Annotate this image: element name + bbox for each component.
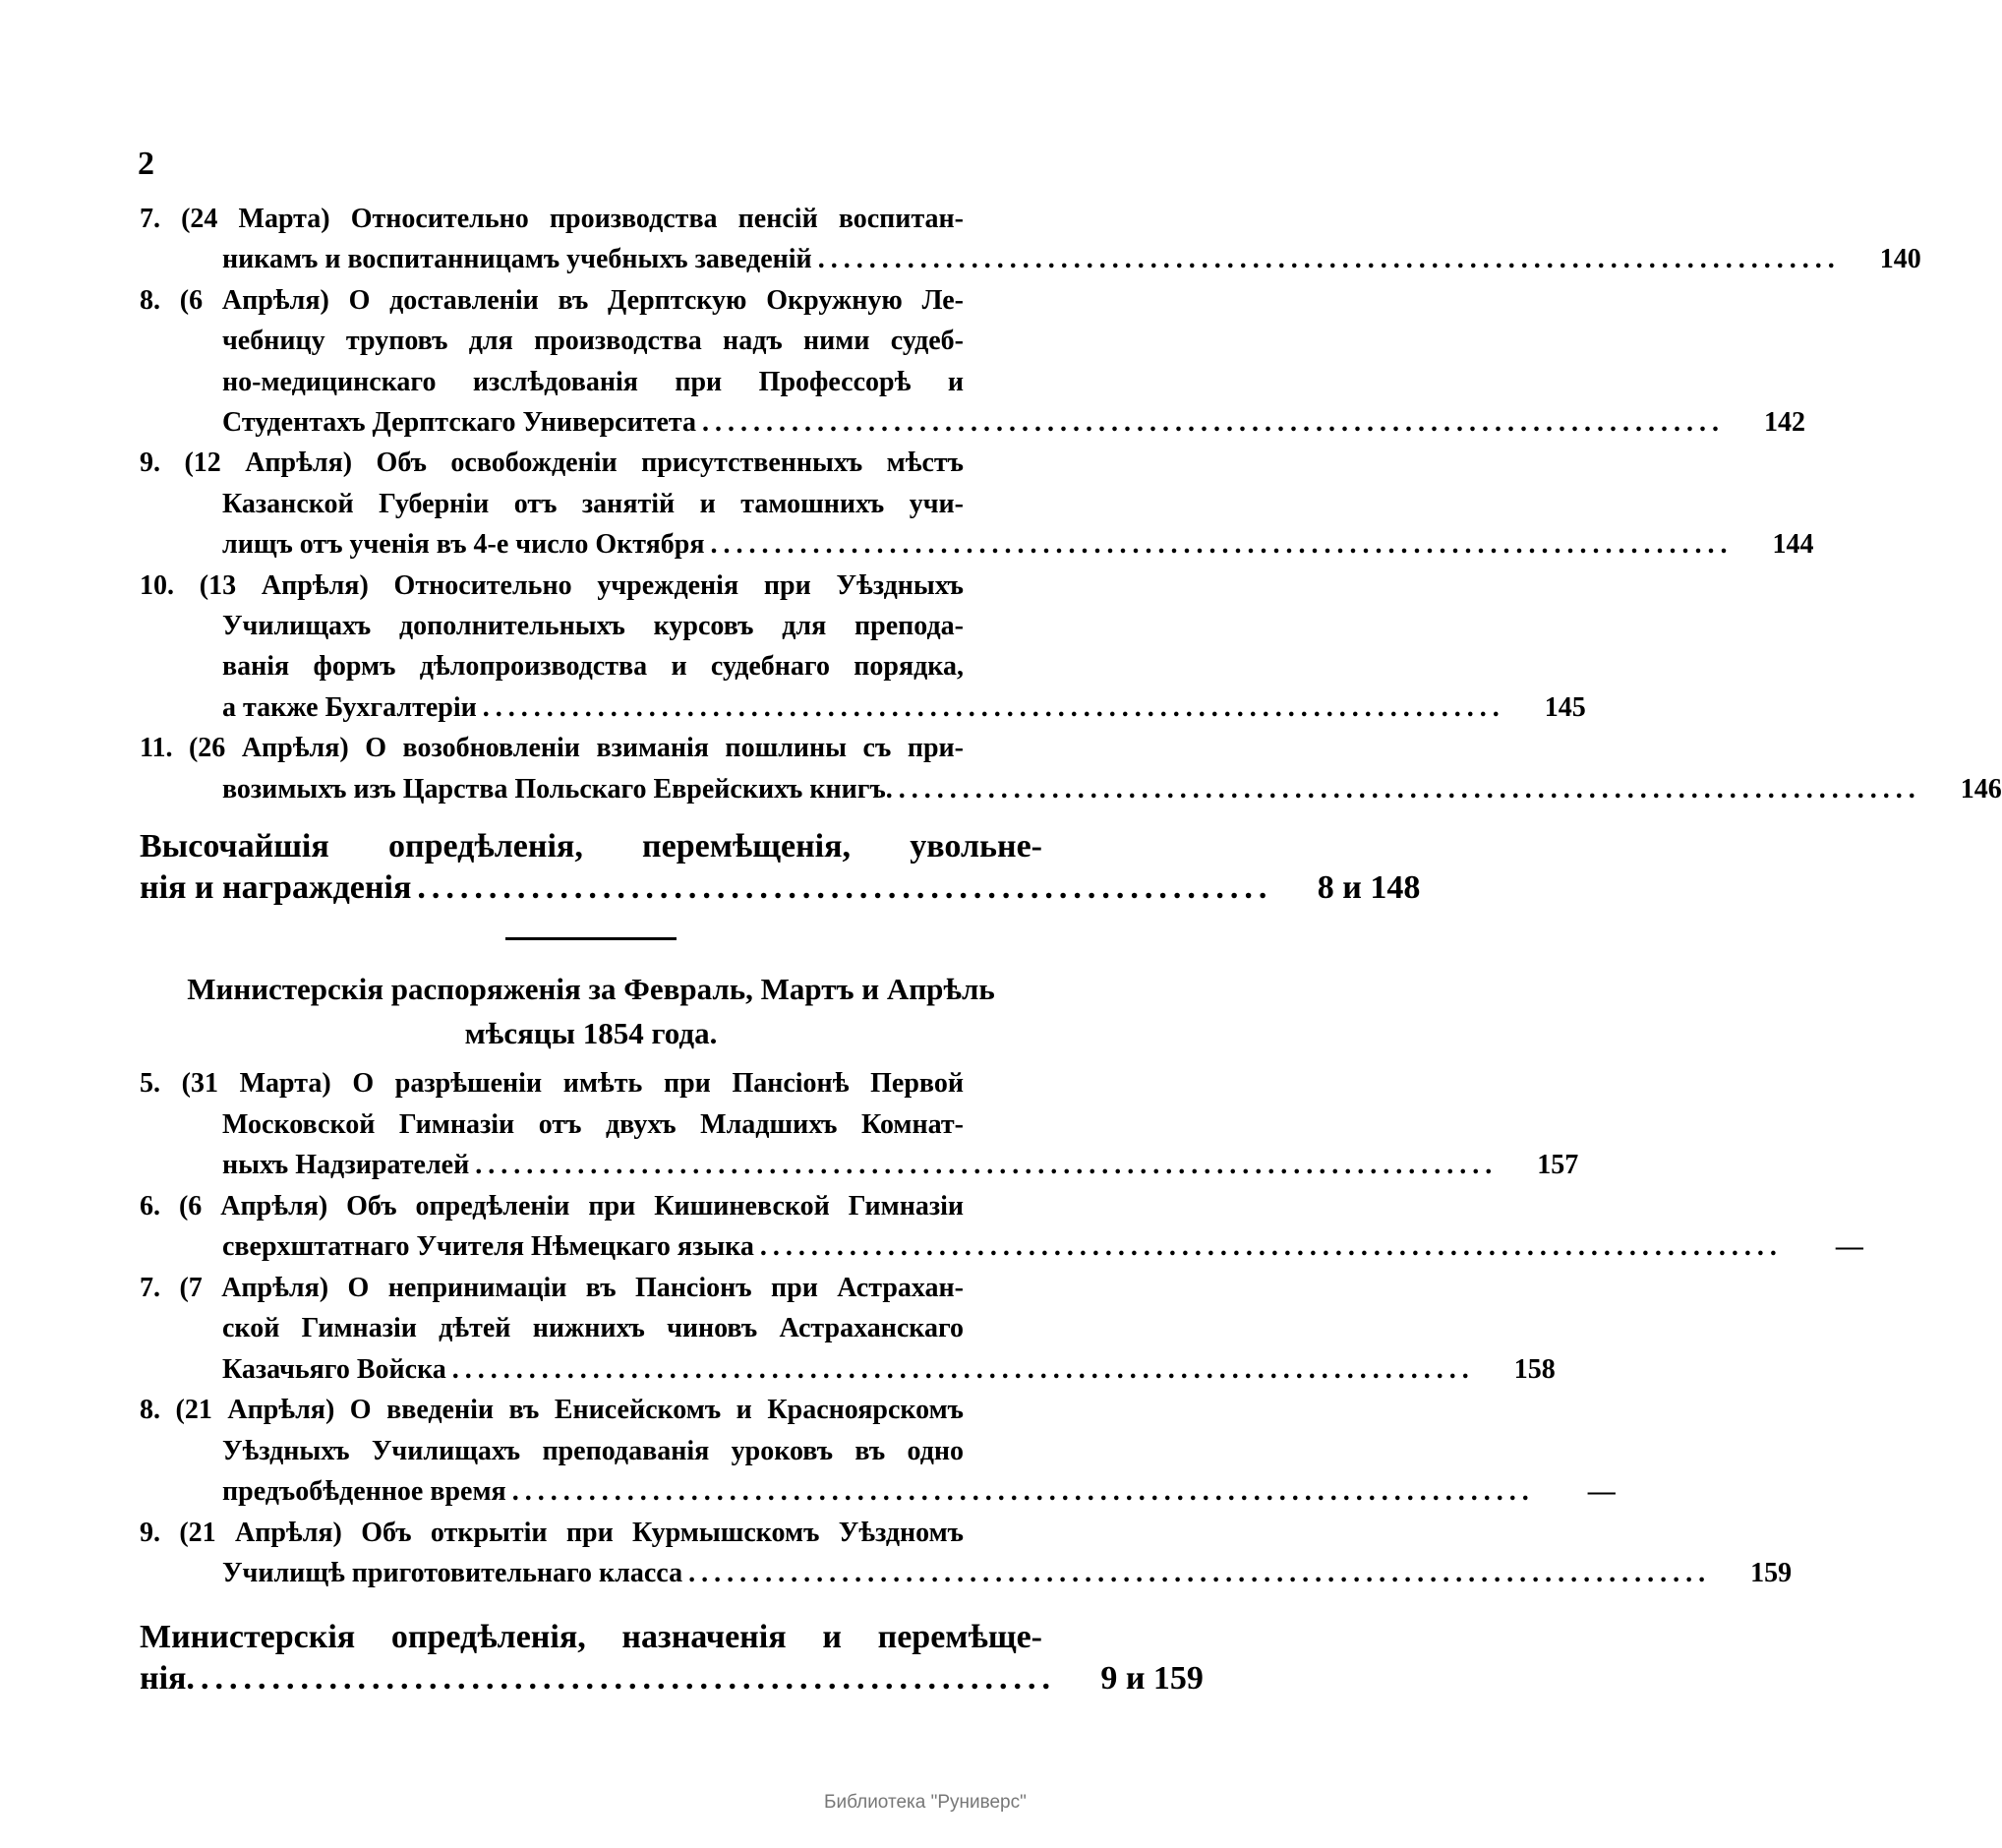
dot-leader: ................................................................................ xyxy=(475,1150,1499,1180)
entry-text: чебницу труповъ для производства надъ ними судеб- xyxy=(222,326,964,357)
heading-text: нія. xyxy=(140,1660,195,1697)
entry-text: 6. (6 Апрѣля) Объ опредѣленіи при Кишиневской Гимназіи xyxy=(140,1190,964,1222)
entry-line xyxy=(140,566,964,606)
entry-page: 145 xyxy=(1544,691,1586,723)
heading-page: 8 и 148 xyxy=(1317,869,1421,906)
dot-leader: ................................................................................ xyxy=(817,244,1841,275)
section-divider xyxy=(505,937,677,940)
entry-page: — xyxy=(1587,1476,1616,1507)
entry-line xyxy=(222,240,1921,279)
dot-leader: ................................................................................ xyxy=(511,1476,1535,1507)
section-title: мѣсяцы 1854 года. xyxy=(464,1016,718,1050)
heading-page: 9 и 159 xyxy=(1100,1660,1204,1697)
heading-line xyxy=(140,865,1421,911)
entry-page: 140 xyxy=(1879,244,1921,275)
heading-text: Высочайшія опредѣленія, перемѣщенія, увольне- xyxy=(140,828,1042,864)
entry-line xyxy=(140,1187,964,1226)
entry-page: 158 xyxy=(1513,1353,1556,1385)
entry-text: 10. (13 Апрѣля) Относительно учрежденія при Уѣздныхъ xyxy=(140,569,964,601)
entry-text: ской Гимназіи дѣтей нижнихъ чиновъ Астраханскаго xyxy=(222,1313,964,1343)
entry-text: 5. (31 Марта) О разрѣшеніи имѣть при Пансіонѣ Первой xyxy=(140,1068,964,1099)
entry-line xyxy=(140,1514,964,1553)
entry-line xyxy=(222,1227,1863,1267)
entry-line xyxy=(222,363,964,402)
entry-text: но-медицинскаго изслѣдованія при Профессорѣ и xyxy=(222,366,964,397)
heading-text: нія и награжденія xyxy=(140,869,412,906)
entry-text: возимыхъ изъ Царства Польскаго Еврейскихъ книгъ. xyxy=(222,773,893,805)
heading-line xyxy=(140,1656,1204,1701)
entry-text: 9. (12 Апрѣля) Объ освобожденіи присутственныхъ мѣстъ xyxy=(140,447,964,479)
entry-line xyxy=(222,525,1814,565)
entry-text: сверхштатнаго Учителя Нѣмецкаго языка xyxy=(222,1231,754,1262)
entry-text: Казанской Губерніи отъ занятій и тамошнихъ учи- xyxy=(222,488,964,519)
section-title: Министерскія распоряженія за Февраль, Мартъ и Апрѣль xyxy=(187,972,995,1006)
dot-leader: ................................................................................ xyxy=(482,691,1505,723)
heading-text: Министерскія опредѣленія, назначенія и перемѣще- xyxy=(140,1619,1042,1655)
entry-line xyxy=(140,200,964,239)
entry-line xyxy=(222,1350,1556,1390)
entry-line xyxy=(222,1309,964,1348)
entry-line xyxy=(222,647,964,686)
entry-line xyxy=(140,1391,964,1430)
entry-line xyxy=(222,485,964,524)
entry-line xyxy=(222,322,964,361)
entry-text: 7. (7 Апрѣля) О непринимаціи въ Пансіонъ при Астрахан- xyxy=(140,1272,964,1303)
dot-leader: ................................................................................ xyxy=(688,1558,1712,1588)
entry-line xyxy=(140,281,964,321)
entry-text: лищъ отъ ученія въ 4-е число Октября xyxy=(222,529,705,561)
entry-text: Московской Гимназіи отъ двухъ Младшихъ Комнат- xyxy=(222,1108,964,1140)
dot-leader: ................................................................................ xyxy=(898,773,1921,805)
entry-text: 9. (21 Апрѣля) Объ открытіи при Курмышскомъ Уѣздномъ xyxy=(140,1517,964,1548)
entry-line xyxy=(140,444,964,483)
entry-line xyxy=(222,1146,1579,1185)
dot-leader: ................................................................................ xyxy=(702,407,1726,438)
entry-text: ныхъ Надзирателей xyxy=(222,1150,470,1180)
entry-line xyxy=(222,403,1806,443)
entry-text: предъобѣденное время xyxy=(222,1476,506,1507)
entry-line xyxy=(140,1064,964,1103)
entry-line xyxy=(140,729,964,768)
dot-leader: ................................................................................ xyxy=(710,529,1734,561)
entry-text: Казачьяго Войска xyxy=(222,1353,446,1385)
entry-text: Училищѣ приготовительнаго класса xyxy=(222,1558,683,1588)
entry-text: ванія формъ дѣлопроизводства и судебнаго порядка, xyxy=(222,651,964,683)
entry-text: 11. (26 Апрѣля) О возобновленіи взиманія пошлины съ при- xyxy=(140,733,964,764)
entry-line xyxy=(222,1105,964,1145)
entry-line xyxy=(140,1269,964,1308)
library-watermark: Библиотека "Руниверс" xyxy=(824,1792,1027,1813)
entry-text: 8. (6 Апрѣля) О доставленіи въ Дерптскую Окружную Ле- xyxy=(140,284,964,316)
entry-line xyxy=(222,1554,1793,1593)
heading-line xyxy=(140,824,1042,869)
dot-leader: ............................................................ xyxy=(417,869,1273,906)
entry-line xyxy=(222,1432,964,1471)
entry-page: 157 xyxy=(1537,1150,1579,1180)
entry-line xyxy=(222,1472,1616,1512)
entry-text: никамъ и воспитанницамъ учебныхъ заведеній xyxy=(222,244,812,275)
entry-page: — xyxy=(1835,1231,1863,1262)
entry-text: 8. (21 Апрѣля) О введеніи въ Енисейскомъ и Красноярскомъ xyxy=(140,1395,964,1425)
entry-page: 146 xyxy=(1960,773,2002,805)
entry-page: 159 xyxy=(1750,1558,1793,1588)
entry-line xyxy=(222,607,964,646)
heading-line xyxy=(140,1615,1042,1660)
entry-text: Училищахъ дополнительныхъ курсовъ для препода- xyxy=(222,611,964,641)
dot-leader: ................................................................................ xyxy=(759,1231,1783,1262)
entry-text: Студентахъ Дерптскаго Университета xyxy=(222,407,697,438)
page-number: 2 xyxy=(138,146,154,182)
entry-line xyxy=(222,688,1586,728)
entry-text: 7. (24 Марта) Относительно производства пенсій воспитан- xyxy=(140,204,964,234)
entry-line xyxy=(222,770,2002,809)
entry-text: Уѣздныхъ Училищахъ преподаванія уроковъ въ одно xyxy=(222,1435,964,1466)
entry-text: а также Бухгалтеріи xyxy=(222,691,477,723)
dot-leader: ............................................................ xyxy=(200,1660,1056,1697)
entry-page: 144 xyxy=(1772,529,1814,561)
dot-leader: ................................................................................ xyxy=(451,1353,1475,1385)
entry-page: 142 xyxy=(1764,407,1806,438)
